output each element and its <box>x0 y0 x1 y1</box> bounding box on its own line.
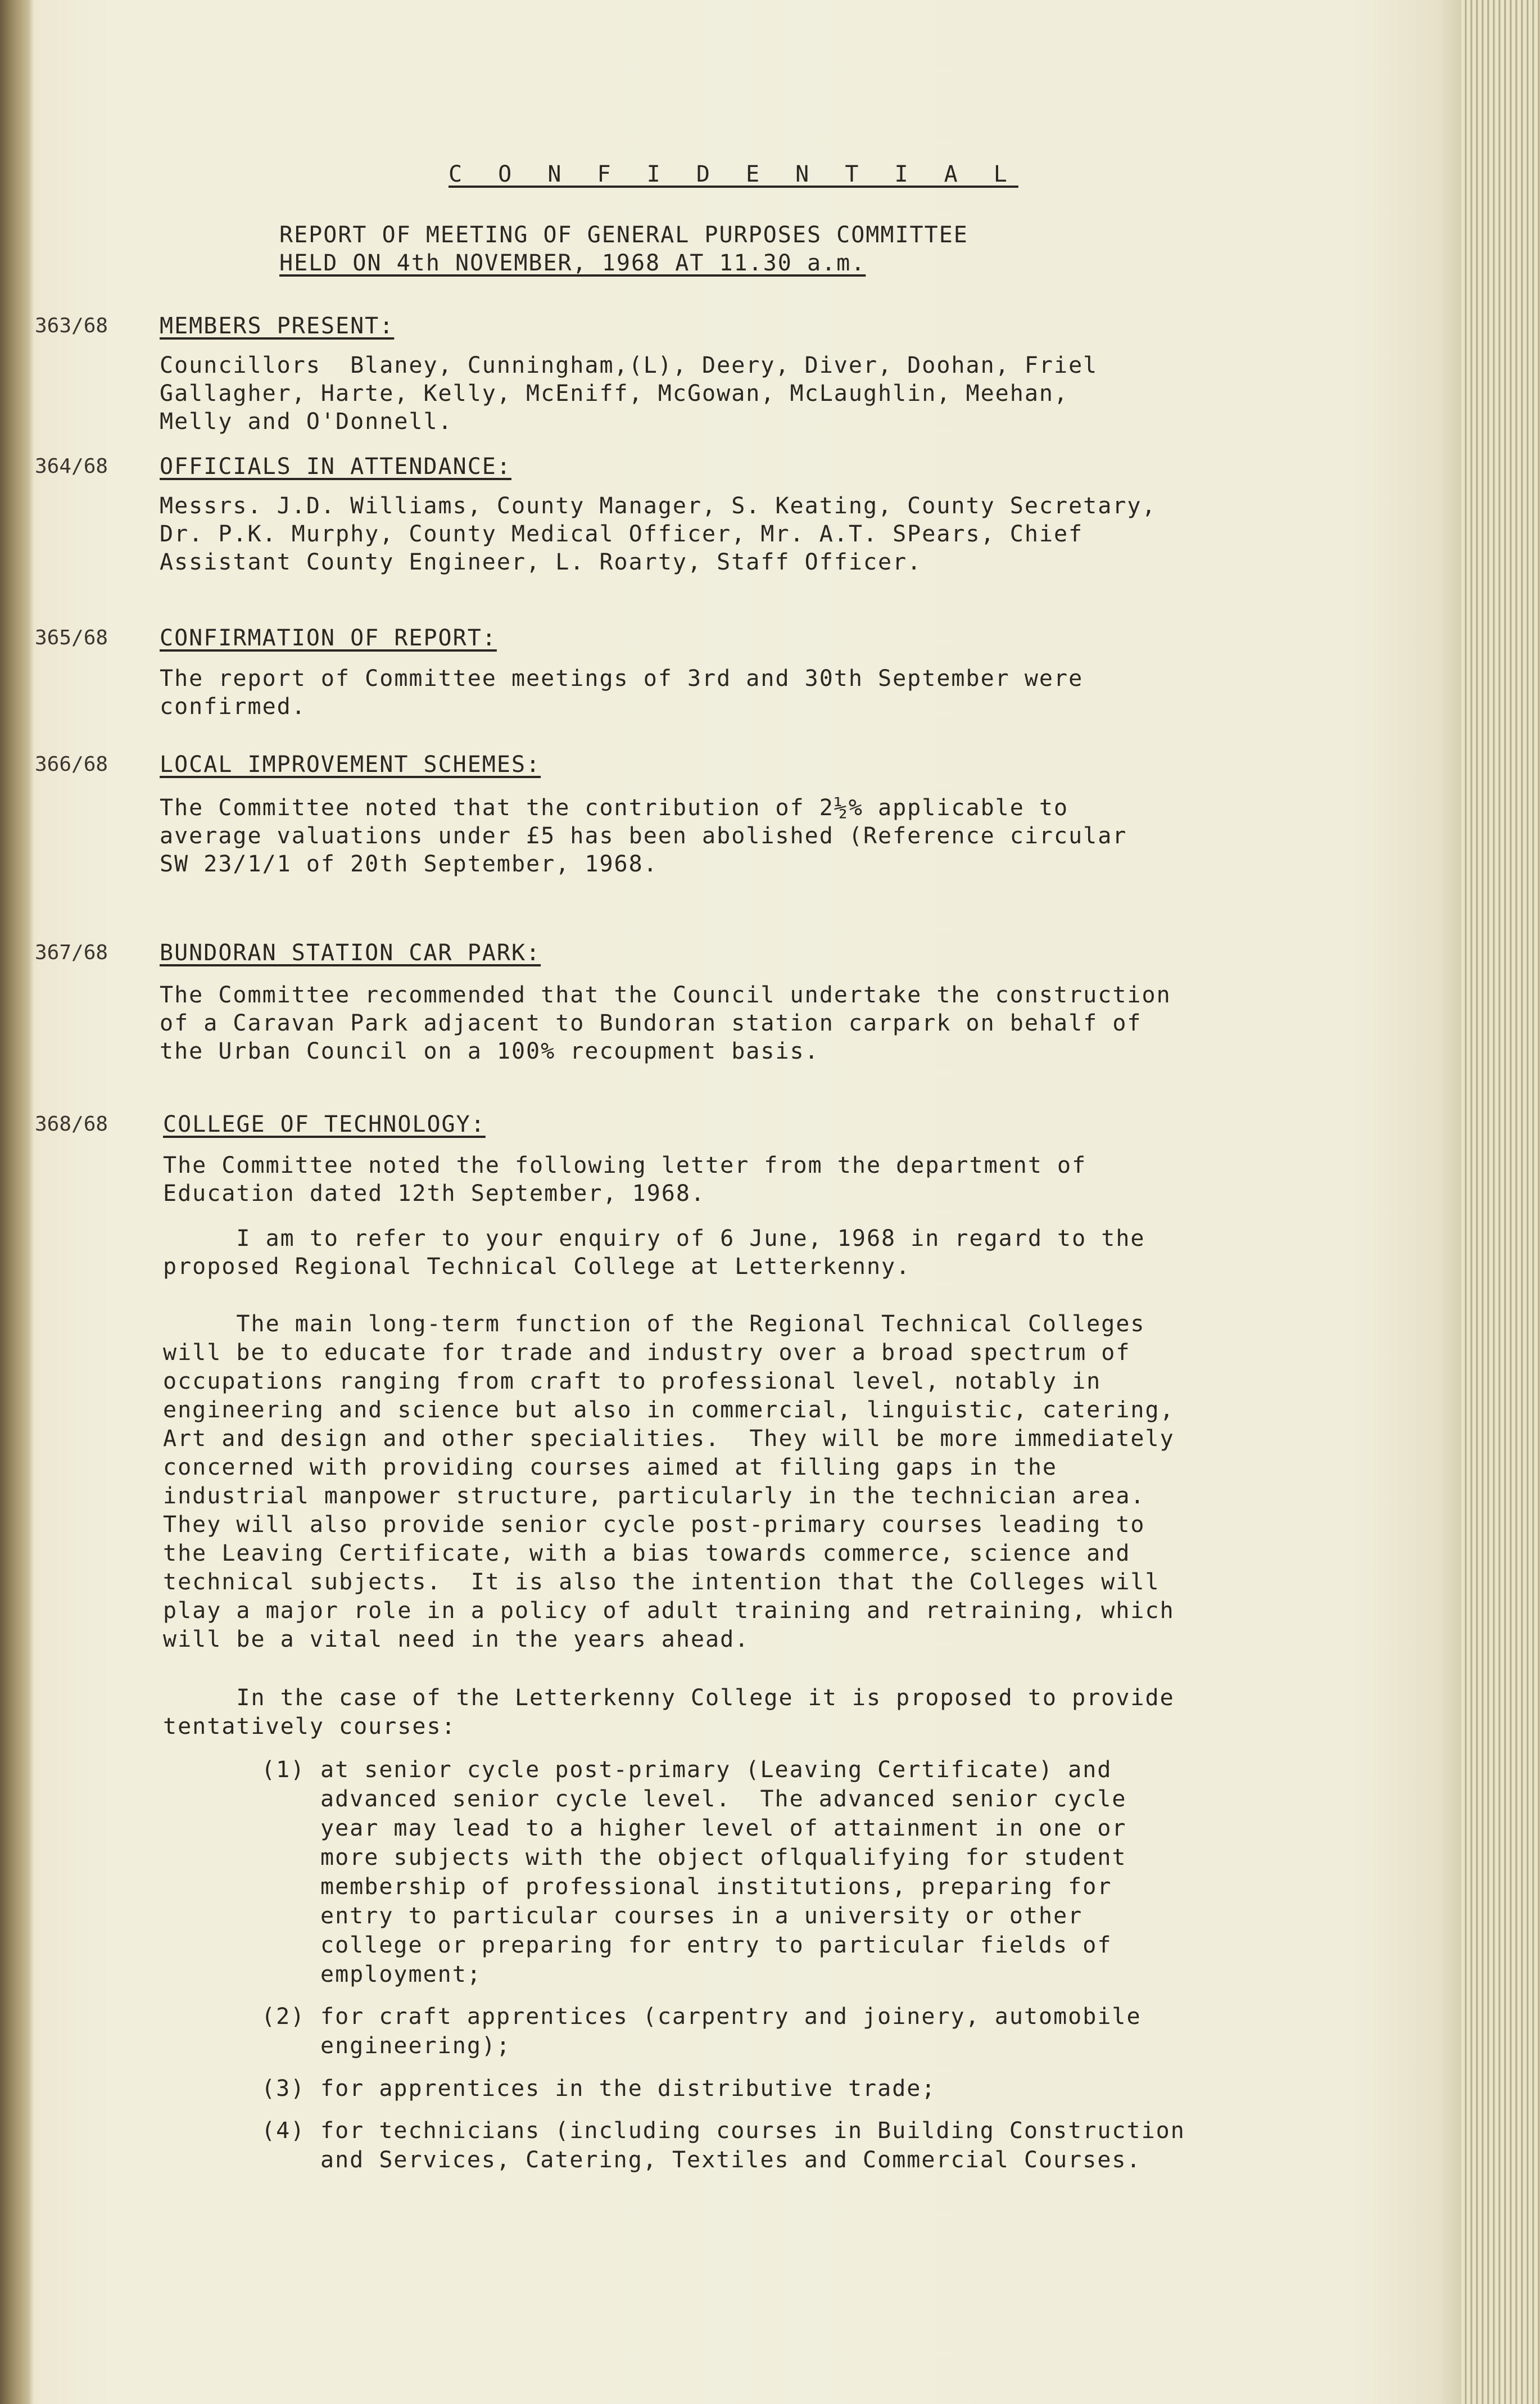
course-item-line: employment; <box>320 1962 482 1987</box>
bundoran-line: of a Caravan Park adjacent to Bundoran station carpark on behalf of <box>160 1010 1142 1036</box>
confirmation-heading: CONFIRMATION OF REPORT: <box>160 625 497 651</box>
course-item-number: (4) <box>261 2118 306 2144</box>
course-item-line: and Services, Catering, Textiles and Commercial Courses. <box>320 2147 1142 2173</box>
letter-para2-line: occupations ranging from craft to professional level, notably in <box>163 1368 1102 1394</box>
confirmation-line: The report of Committee meetings of 3rd and 30th September were <box>160 666 1084 692</box>
book-binding <box>0 0 34 2404</box>
ref-number: 367/68 <box>35 941 108 964</box>
local-line: SW 23/1/1 of 20th September, 1968. <box>160 851 658 877</box>
officials-line: Messrs. J.D. Williams, County Manager, S. Keating, County Secretary, <box>160 493 1157 519</box>
ref-number: 364/68 <box>35 455 108 478</box>
ref-number: 365/68 <box>35 626 108 649</box>
local-line: average valuations under £5 has been abolished (Reference circular <box>160 823 1127 849</box>
members-heading: MEMBERS PRESENT: <box>160 313 395 339</box>
letter-para2-line: will be to educate for trade and industry over a broad spectrum of <box>163 1340 1131 1366</box>
letter-para2-line: will be a vital need in the years ahead. <box>163 1626 750 1652</box>
report-title: REPORT OF MEETING OF GENERAL PURPOSES COMMITTEE <box>279 222 968 248</box>
confidential-mark: C O N F I D E N T I A L <box>449 161 1018 187</box>
letter-para1-line: proposed Regional Technical College at Letterkenny. <box>163 1254 911 1280</box>
confirmation-line: confirmed. <box>160 694 306 720</box>
letter-para2-line: concerned with providing courses aimed at filling gaps in the <box>163 1454 1058 1480</box>
letter-para2-line: They will also provide senior cycle post-primary courses leading to <box>163 1512 1145 1538</box>
ref-number: 363/68 <box>35 314 108 337</box>
course-item-line: more subjects with the object oflqualifying for student <box>320 1845 1127 1870</box>
course-item-number: (2) <box>261 2004 306 2030</box>
letter-para3-line: In the case of the Letterkenny College it is proposed to provide <box>163 1685 1175 1711</box>
course-item-line: college or preparing for entry to particular fields of <box>320 1932 1112 1958</box>
bundoran-line: the Urban Council on a 100% recoupment basis. <box>160 1038 819 1064</box>
page-edges <box>1461 0 1540 2404</box>
officials-line: Dr. P.K. Murphy, County Medical Officer, Mr. A.T. SPears, Chief <box>160 521 1084 547</box>
officials-line: Assistant County Engineer, L. Roarty, Staff Officer. <box>160 549 922 575</box>
course-item-line: year may lead to a higher level of attainment in one or <box>320 1815 1127 1841</box>
letter-para2-line: technical subjects. It is also the intention that the Colleges will <box>163 1569 1160 1595</box>
course-item-line: membership of professional institutions, preparing for <box>320 1874 1112 1900</box>
letter-para3-line: tentatively courses: <box>163 1714 456 1739</box>
ref-number: 368/68 <box>35 1113 108 1136</box>
course-item-line: advanced senior cycle level. The advanced senior cycle <box>320 1786 1127 1812</box>
letter-para2-line: play a major role in a policy of adult training and retraining, which <box>163 1598 1175 1624</box>
local-line: The Committee noted that the contribution of 2½% applicable to <box>160 795 1069 821</box>
course-item-number: (1) <box>261 1757 306 1783</box>
course-item-line: entry to particular courses in a university or other <box>320 1903 1083 1929</box>
course-item-number: (3) <box>261 2076 306 2102</box>
members-line: Councillors Blaney, Cunningham,(L), Deery, Diver, Doohan, Friel <box>160 353 1098 378</box>
college-intro-line: Education dated 12th September, 1968. <box>163 1181 706 1206</box>
course-item-line: for apprentices in the distributive trade; <box>320 2076 936 2102</box>
ref-number: 366/68 <box>35 753 108 776</box>
college-intro-line: The Committee noted the following letter from the department of <box>163 1153 1087 1178</box>
college-heading: COLLEGE OF TECHNOLOGY: <box>163 1111 486 1137</box>
letter-para2-line: industrial manpower structure, particularly in the technician area. <box>163 1483 1145 1509</box>
officials-heading: OFFICIALS IN ATTENDANCE: <box>160 454 511 480</box>
letter-para2-line: The main long-term function of the Regional Technical Colleges <box>163 1311 1145 1337</box>
bundoran-line: The Committee recommended that the Council undertake the construction <box>160 982 1171 1008</box>
course-item-line: for craft apprentices (carpentry and joinery, automobile <box>320 2004 1142 2030</box>
report-date: HELD ON 4th NOVEMBER, 1968 AT 11.30 a.m. <box>279 250 866 276</box>
letter-para1-line: I am to refer to your enquiry of 6 June, 1968 in regard to the <box>163 1226 1145 1251</box>
letter-para2-line: Art and design and other specialities. They will be more immediately <box>163 1426 1175 1452</box>
course-item-line: for technicians (including courses in Building Construction <box>320 2118 1185 2144</box>
members-line: Gallagher, Harte, Kelly, McEniff, McGowan, McLaughlin, Meehan, <box>160 381 1069 406</box>
letter-para2-line: engineering and science but also in commercial, linguistic, catering, <box>163 1397 1175 1423</box>
letter-para2-line: the Leaving Certificate, with a bias towards commerce, science and <box>163 1540 1131 1566</box>
bundoran-heading: BUNDORAN STATION CAR PARK: <box>160 940 541 966</box>
local-heading: LOCAL IMPROVEMENT SCHEMES: <box>160 752 541 778</box>
members-line: Melly and O'Donnell. <box>160 409 453 435</box>
course-item-line: engineering); <box>320 2033 511 2059</box>
course-item-line: at senior cycle post-primary (Leaving Certificate) and <box>320 1757 1112 1783</box>
